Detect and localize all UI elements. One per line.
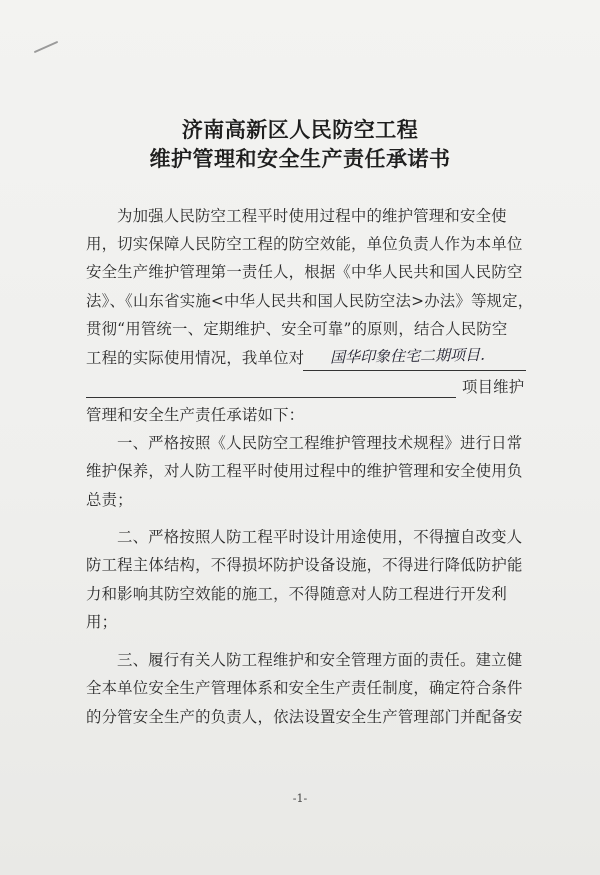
clause-1-line-2: 维护保养，对人防工程平时使用过程中的维护管理和安全使用负 [86, 462, 523, 480]
clause-3-line-2: 全本单位安全生产管理体系和安全生产责任制度，确定符合条件 [86, 679, 523, 697]
clause-1-line-1: 一、严格按照《人民防空工程维护管理技术规程》进行日常 [117, 434, 523, 452]
page-number: -1- [292, 792, 308, 805]
body-line-7: 项目维护 [462, 378, 525, 396]
staple-mark [34, 41, 59, 53]
body-line-6: 工程的实际使用情况，我单位对 [86, 349, 305, 367]
project-underline-1 [303, 370, 526, 371]
body-line-5: 贯彻“用管统一、定期维护、安全可靠”的原则，结合人民防空 [86, 320, 508, 338]
document-title-line-1: 济南高新区人民防空工程 [181, 118, 419, 142]
clause-3-line-3: 的分管安全生产的负责人，依法设置安全生产管理部门并配备安 [86, 708, 523, 726]
project-underline-2 [86, 397, 456, 398]
body-line-1: 为加强人民防空工程平时使用过程中的维护管理和安全使 [117, 207, 507, 225]
document-title-line-2: 维护管理和安全生产责任承诺书 [149, 147, 451, 171]
clause-1-line-3: 总责； [86, 491, 133, 509]
body-line-2: 用，切实保障人民防空工程的防空效能，单位负责人作为本单位 [86, 235, 523, 253]
clause-2-line-4: 用； [86, 613, 118, 631]
body-line-4: 法》、《山东省实施<中华人民共和国人民防空法>办法》等规定， [86, 292, 534, 310]
clause-2-line-3: 力和影响其防空效能的施工，不得随意对人防工程进行开发利 [86, 585, 507, 603]
handwritten-project-name: 国华印象住宅二期项目． [329, 345, 496, 367]
clause-2-line-1: 二、严格按照人防工程平时设计用途使用，不得擅自改变人 [117, 528, 523, 546]
clause-3-line-1: 三、履行有关人防工程维护和安全管理方面的责任。建立健 [117, 651, 523, 669]
clause-2-line-2: 防工程主体结构，不得损坏防护设备设施，不得进行降低防护能 [86, 556, 523, 574]
body-line-3: 安全生产维护管理第一责任人，根据《中华人民共和国人民防空 [86, 263, 523, 281]
body-line-8: 管理和安全生产责任承诺如下： [86, 406, 305, 424]
